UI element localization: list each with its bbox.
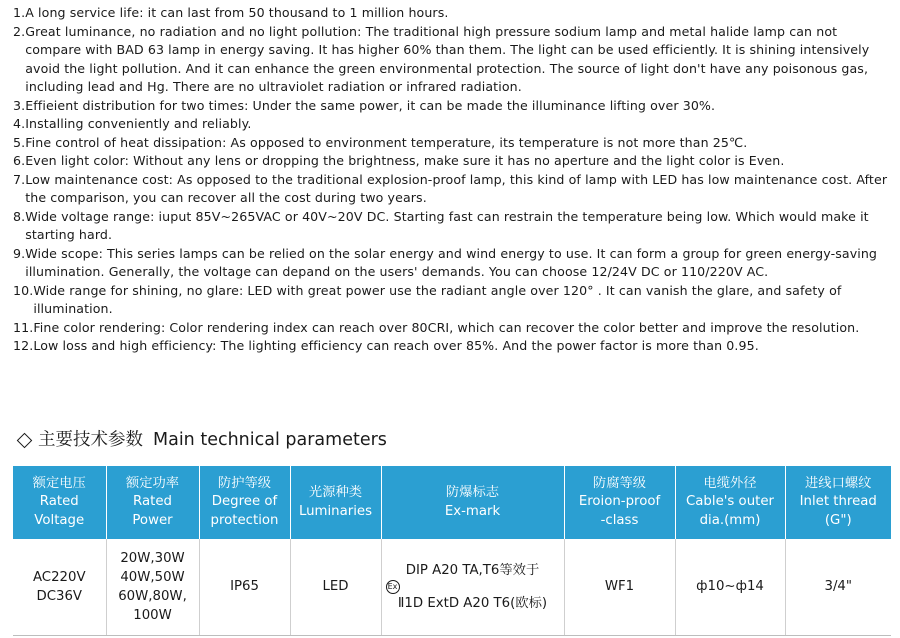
cell-luminaries: LED — [290, 539, 381, 635]
item-text: Fine control of heat dissipation: As opposed to environment temperature, its temperature is not more than 25℃. — [25, 134, 748, 150]
item-text: Effieient distribution for two times: Under the same power, it can be made the illuminance lifting over 30%. — [25, 97, 716, 113]
item-text: Low maintenance cost: As opposed to the traditional explosion-proof lamp, this kind of lamp with LED has low maintenance cost. After the comparison, you can recover all the cost during two years. — [25, 171, 888, 205]
item-text: Wide scope: This series lamps can be relied on the solar energy and wind energy to use. It can form a group for green energy-saving illumination. Generally, the voltage can depand on the users' demands. You can choose 12/24V DC or 110/220V AC. — [25, 245, 878, 279]
header-degree-of-protection: 防护等级 Degree of protection — [199, 466, 290, 539]
item-text: Wide range for shining, no glare: LED with great power use the radiant angle over 120° . It can vanish the glare, and safety of illumination. — [33, 282, 842, 316]
item-text: A long service life: it can last from 50 thousand to 1 million hours. — [25, 5, 449, 20]
item-number: 6. — [13, 153, 26, 168]
item-number: 7. — [13, 171, 26, 187]
header-corrosion-class: 防腐等级 Eroion-proof -class — [564, 466, 675, 539]
list-item — [13, 282, 893, 319]
item-text: Fine color rendering: Color rendering index can reach over 80CRI, which can recover the color better and improve the resolution. — [33, 319, 860, 335]
list-item — [13, 319, 893, 338]
section-title-en: Main technical parameters — [153, 430, 387, 450]
cell-thread: 3/4" — [785, 539, 891, 635]
cell-corrosion: WF1 — [564, 539, 675, 635]
item-text: Even light color: Without any lens or dropping the brightness, make sure it has no aperture and the light color is Even. — [25, 153, 785, 168]
cell-cable: ф10~ф14 — [675, 539, 785, 635]
parameters-table — [13, 466, 891, 636]
diamond-bullet-icon — [17, 432, 33, 448]
list-item — [13, 97, 893, 116]
cell-power: 20W,30W 40W,50W 60W,80W, 100W — [106, 539, 199, 635]
item-text: Installing conveniently and reliably. — [25, 116, 252, 131]
list-item — [13, 337, 893, 356]
header-cable-outer-dia: 电缆外径 Cable's outer dia.(mm) — [675, 466, 785, 539]
item-number: 2. — [13, 23, 26, 39]
header-luminaries: 光源种类 Luminaries — [290, 466, 381, 539]
cell-voltage: AC220V DC36V — [13, 539, 106, 635]
list-item — [13, 152, 893, 171]
item-number: 3. — [13, 97, 26, 113]
item-number: 10. — [13, 282, 34, 298]
section-title-cn: 主要技术参数 — [38, 430, 143, 450]
item-number: 12. — [13, 338, 34, 353]
header-rated-power: 额定功率 Rated Power — [106, 466, 199, 539]
list-item — [13, 208, 893, 245]
section-heading — [16, 429, 387, 451]
table-header-row — [13, 466, 891, 539]
cell-exmark: DIP A20 TA,T6等效于 Ex Ⅱ1D ExtD A20 T6(欧标) — [381, 539, 564, 635]
list-item — [13, 115, 893, 134]
header-rated-voltage: 额定电压 Rated Voltage — [13, 466, 106, 539]
item-number: 9. — [13, 245, 26, 261]
list-item — [13, 4, 893, 23]
header-ex-mark: 防爆标志 Ex-mark — [381, 466, 564, 539]
item-number: 4. — [13, 116, 26, 131]
ex-mark-icon: Ex — [386, 580, 400, 594]
list-item — [13, 23, 893, 97]
list-item — [13, 134, 893, 153]
item-text: Wide voltage range: iuput 85V~265VAC or 40V~20V DC. Starting fast can restrain the temperature being low. Which would make it starting hard. — [25, 208, 869, 242]
cell-protection: IP65 — [199, 539, 290, 635]
item-text: Great luminance, no radiation and no light pollution: The traditional high pressure sodium lamp and metal halide lamp can not compare with BAD 63 lamp in energy saving. It has higher 60% than them. The light can be used efficiently. It is shining intensively avoid the light pollution. And it can enhance the green environmental protection. The source of light don't have any poisonous gas, including lead and Hg. There are no ultraviolet radiation or infrared radiation. — [25, 23, 870, 94]
item-number: 8. — [13, 208, 26, 224]
list-item — [13, 171, 893, 208]
item-number: 1. — [13, 5, 26, 20]
list-item — [13, 245, 893, 282]
item-text: Low loss and high efficiency: The lighting efficiency can reach over 85%. And the power factor is more than 0.95. — [33, 338, 759, 353]
table-row — [13, 539, 891, 635]
feature-list — [13, 4, 893, 356]
header-inlet-thread: 进线口螺纹 Inlet thread (G") — [785, 466, 891, 539]
item-number: 5. — [13, 134, 26, 150]
item-number: 11. — [13, 319, 34, 335]
